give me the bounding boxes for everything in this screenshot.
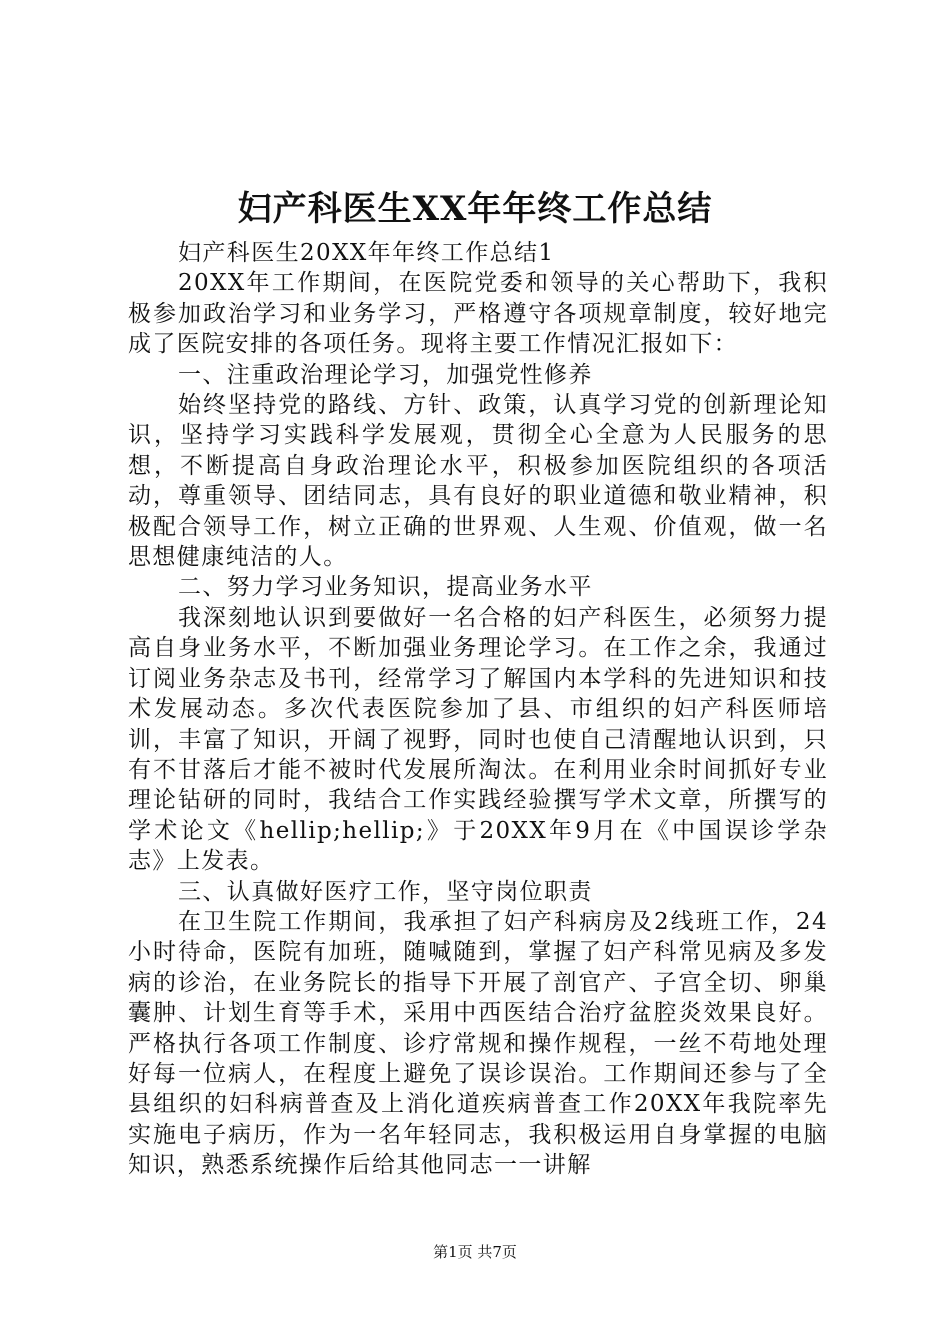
- document-body: [128, 238, 828, 1181]
- section-heading-3: 三、认真做好医疗工作，坚守岗位职责: [178, 878, 593, 905]
- section-1-paragraph: 始终坚持党的路线、方针、政策，认真学习党的创新理论知识，坚持学习实践科学发展观，贯彻全心全意为人民服务的思想，不断提高自身政治理论水平，积极参加医院组织的各项活动，尊重领导、团结同志，具有良好的职业道德和敬业精神，积极配合领导工作，树立正确的世界观、人生观、价值观，做一名思想健康纯洁的人。: [128, 392, 828, 571]
- intro-paragraph: 20XX年工作期间，在医院党委和领导的关心帮助下，我积极参加政治学习和业务学习，严格遵守各项规章制度，较好地完成了医院安排的各项任务。现将主要工作情况汇报如下：: [128, 270, 828, 358]
- section-2-paragraph: 我深刻地认识到要做好一名合格的妇产科医生，必须努力提高自身业务水平，不断加强业务理论学习。在工作之余，我通过订阅业务杂志及书刊，经常学习了解国内本学科的先进知识和技术发展动态。多次代表医院参加了县、市组织的妇产科医师培训，丰富了知识，开阔了视野，同时也使自己清醒地认识到，只有不甘落后才能不被时代发展所淘汰。在利用业余时间抓好专业理论钻研的同时，我结合工作实践经验撰写学术文章，所撰写的学术论文《hellip;hellip;》于20XX年9月在《中国误诊学杂志》上发表。: [128, 604, 828, 875]
- section-3-paragraph: 在卫生院工作期间，我承担了妇产科病房及2线班工作，24小时待命，医院有加班，随喊随到，掌握了妇产科常见病及多发病的诊治，在业务院长的指导下开展了剖官产、子宫全切、卵巢囊肿、计划生育等手术，采用中西医结合治疗盆腔炎效果良好。严格执行各项工作制度、诊疗常规和操作规程，一丝不苟地处理好每一位病人，在程度上避免了误诊误治。工作期间还参与了全县组织的妇科病普查及上消化道疾病普查工作20XX年我院率先实施电子病历，作为一名年轻同志，我积极运用自身掌握的电脑知识，熟悉系统操作后给其他同志一一讲解: [128, 908, 828, 1179]
- page-footer: 第1页 共7页: [433, 1243, 517, 1261]
- section-heading-2: 二、努力学习业务知识，提高业务水平: [178, 574, 593, 601]
- section-heading-1: 一、注重政治理论学习，加强党性修养: [178, 361, 593, 388]
- document-title: 妇产科医生XX年年终工作总结: [237, 189, 713, 229]
- subtitle-paragraph: 妇产科医生20XX年年终工作总结1: [178, 240, 555, 266]
